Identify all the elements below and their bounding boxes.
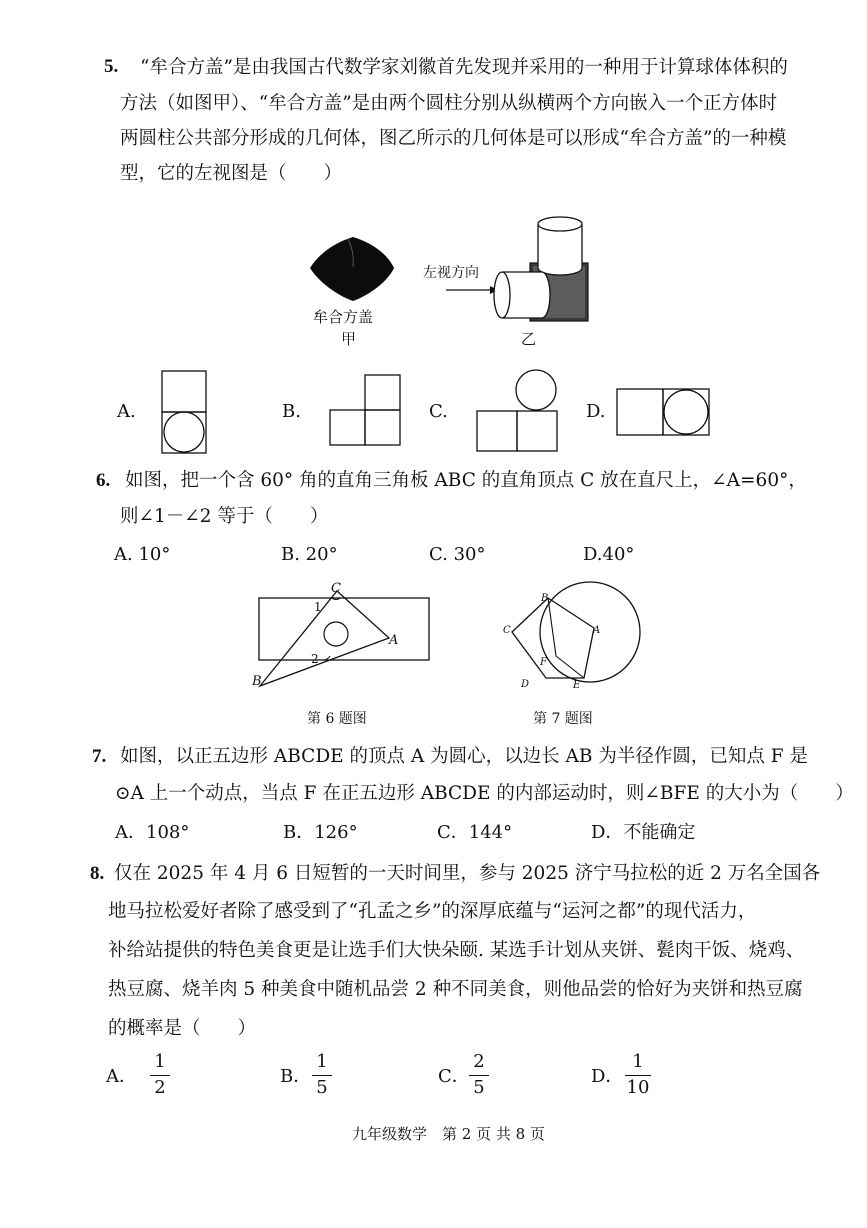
question-5-line-4: 型，它的左视图是（ ） <box>120 163 343 184</box>
fig7-label-a: A <box>593 625 601 636</box>
q8-option-c-label: C． <box>438 1066 470 1087</box>
q5-option-c-label: C. <box>429 401 448 422</box>
q8-option-a-numerator: 1 <box>154 1051 166 1072</box>
q8-option-a-denominator: 2 <box>154 1077 166 1098</box>
q8-option-a-fraction <box>150 1052 170 1098</box>
q5-option-b-label: B. <box>282 401 301 422</box>
q5-option-d-figure <box>616 388 712 436</box>
fig7-label-d: D <box>521 679 530 690</box>
fig6-label-2: 2 <box>311 652 319 666</box>
q6-option-a: A. 10° <box>114 544 171 565</box>
q6-option-b: B. 20° <box>281 544 338 565</box>
q8-option-c-numerator: 2 <box>473 1051 485 1072</box>
q8-option-b-label: B． <box>280 1066 312 1087</box>
q6-option-c: C. 30° <box>429 544 486 565</box>
question-5-line-2: 方法（如图甲）、“牟合方盖”是由两个圆柱分别从纵横两个方向嵌入一个正方体时 <box>120 93 778 114</box>
fig6-label-b: B <box>252 674 262 689</box>
fig7-label-f: F <box>540 657 547 668</box>
fig7-caption: 第 7 题图 <box>533 711 593 727</box>
q6-option-d: D.40° <box>583 544 635 565</box>
question-8-line-1: 仅在 2025 年 4 月 6 日短暂的一天时间里，参与 2025 济宁马拉松的近 2 万名全国各 <box>114 863 821 884</box>
q8-option-d-numerator: 1 <box>632 1051 644 1072</box>
q5-option-c-figure <box>476 369 558 455</box>
q8-option-b-numerator: 1 <box>316 1051 328 1072</box>
question-8-line-4: 热豆腐、烧羊肉 5 种美食中随机品尝 2 种不同美食，则他品尝的恰好为夹饼和热豆腐 <box>108 979 803 1000</box>
q7-option-b: B．126° <box>283 822 358 843</box>
question-7-line-2: ⊙A 上一个动点，当点 F 在正五边形 ABCDE 的内部运动时，则∠BFE 的大小为（ ） <box>115 783 854 804</box>
q7-option-c: C．144° <box>437 822 513 843</box>
fig7-label-b: B <box>541 593 549 604</box>
q7-option-d: D．不能确定 <box>591 822 696 843</box>
question-7-number: 7. <box>92 746 107 767</box>
figure-jia-label: 牟合方盖 <box>313 308 374 326</box>
q8-option-b-denominator: 5 <box>316 1077 328 1098</box>
left-view-direction-label: 左视方向 <box>423 265 479 281</box>
q8-option-d-denominator: 10 <box>626 1077 650 1098</box>
fig6-label-1: 1 <box>314 600 322 614</box>
q5-option-a-label: A. <box>117 401 136 422</box>
pentagon-circle-figure <box>508 580 648 690</box>
fig7-label-c: C <box>503 625 511 636</box>
question-5-line-3: 两圆柱公共部分形成的几何体，图乙所示的几何体是可以形成“牟合方盖”的一种模 <box>120 128 787 149</box>
q8-option-a-label: A． <box>106 1066 137 1087</box>
question-5-line-1: “牟合方盖”是由我国古代数学家刘徽首先发现并采用的一种用于计算球体体积的 <box>140 57 788 78</box>
question-7-line-1: 如图，以正五边形 ABCDE 的顶点 A 为圆心，以边长 AB 为半径作圆，已知点 F 是 <box>120 746 808 767</box>
question-6-number: 6. <box>96 470 111 491</box>
question-8-number: 8. <box>90 863 105 884</box>
figure-jia-caption-text: 甲 <box>341 330 357 348</box>
fig6-caption: 第 6 题图 <box>307 711 367 727</box>
question-8-line-2: 地马拉松爱好者除了感受到了“孔孟之乡”的深厚底蕴与“运河之都”的现代活力， <box>108 901 757 922</box>
q7-option-a: A．108° <box>115 822 190 843</box>
mouhe-fanggai-figure <box>308 233 398 303</box>
q5-option-a-figure <box>161 370 207 454</box>
fig6-label-c: C <box>331 581 341 596</box>
q8-option-c-denominator: 5 <box>473 1077 485 1098</box>
question-5-number: 5. <box>104 56 119 77</box>
fig6-label-a: A <box>389 633 399 648</box>
question-6-line-1: 如图，把一个含 60° 角的直角三角板 ABC 的直角顶点 C 放在直尺上，∠A=60°， <box>125 470 807 491</box>
cube-cylinder-model-figure <box>490 210 600 320</box>
q5-option-d-label: D. <box>586 401 606 422</box>
fig7-label-e: E <box>573 680 581 691</box>
question-6-line-2: 则∠1－∠2 等于（ ） <box>120 506 329 527</box>
q8-option-c-fraction <box>469 1052 489 1098</box>
q8-option-d-label: D． <box>591 1066 624 1087</box>
q8-option-b-fraction <box>312 1052 332 1098</box>
figure-yi-caption: 乙 <box>521 330 537 348</box>
question-8-line-5: 的概率是（ ） <box>108 1018 257 1039</box>
q5-option-b-figure <box>329 374 401 446</box>
page-footer: 九年级数学 第 2 页 共 8 页 <box>352 1125 545 1143</box>
q8-option-d-fraction <box>625 1052 651 1098</box>
question-8-line-3: 补给站提供的特色美食更是让选手们大快朵颐. 某选手计划从夹饼、甏肉干饭、烧鸡、 <box>108 940 805 961</box>
ruler-triangle-figure <box>254 590 434 690</box>
